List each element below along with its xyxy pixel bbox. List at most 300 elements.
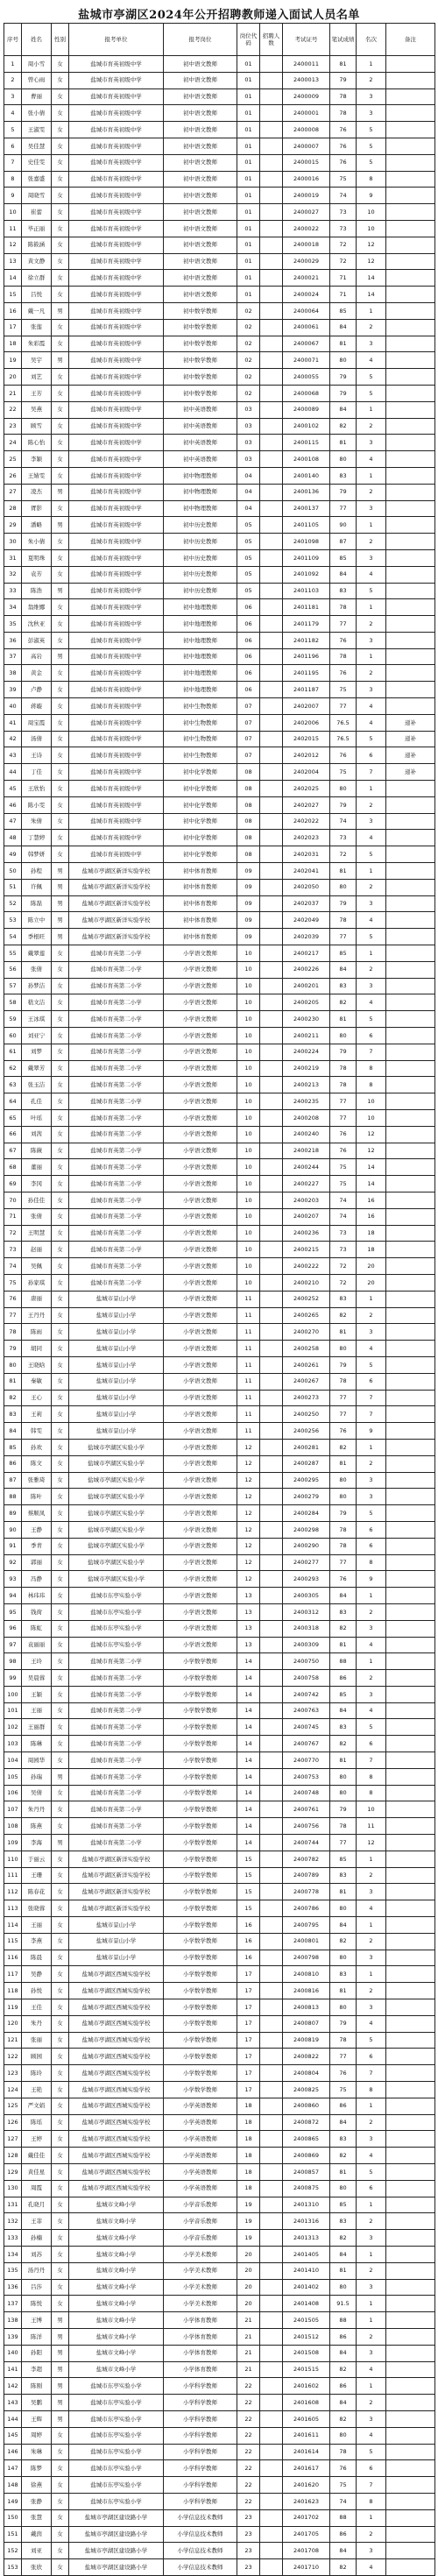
table-cell: 盐城市育英初级中学 bbox=[69, 484, 164, 500]
table-cell bbox=[260, 287, 283, 303]
table-cell: 盐城市育英初级中学 bbox=[69, 665, 164, 682]
table-cell: 2400748 bbox=[283, 1785, 330, 1801]
table-cell: 71 bbox=[4, 1208, 22, 1225]
table-cell: 22 bbox=[237, 2427, 260, 2444]
table-cell: 12 bbox=[357, 237, 386, 253]
table-cell: 4 bbox=[357, 352, 386, 369]
table-cell bbox=[260, 2015, 283, 2032]
table-cell bbox=[386, 484, 435, 500]
table-cell: 2401310 bbox=[283, 2197, 330, 2213]
table-cell: 81 bbox=[330, 863, 357, 880]
table-cell: 陈玲 bbox=[22, 2065, 52, 2082]
table-cell bbox=[386, 1571, 435, 1588]
table-cell: 81 bbox=[330, 2164, 357, 2181]
table-cell: 10 bbox=[237, 1077, 260, 1093]
table-cell: 女 bbox=[52, 385, 69, 401]
table-cell: 87 bbox=[4, 1472, 22, 1489]
table-cell: 汤倩 bbox=[22, 731, 52, 747]
table-cell: 3 bbox=[357, 1324, 386, 1341]
table-cell bbox=[260, 2049, 283, 2065]
table-cell: 初中英语教师 bbox=[164, 418, 237, 435]
table-cell: 80 bbox=[330, 2279, 357, 2296]
table-cell: 14 bbox=[237, 1818, 260, 1835]
table-cell: 4 bbox=[357, 2559, 386, 2576]
table-cell: 28 bbox=[4, 500, 22, 517]
table-cell: 女 bbox=[52, 1093, 69, 1110]
table-cell: 陈心怡 bbox=[22, 435, 52, 451]
table-cell: 7 bbox=[357, 1044, 386, 1060]
table-cell bbox=[260, 2065, 283, 2082]
table-cell: 12 bbox=[357, 1143, 386, 1159]
table-row bbox=[4, 517, 435, 534]
table-cell: 小学英语教师 bbox=[164, 2114, 237, 2131]
table-cell bbox=[386, 1983, 435, 1999]
table-cell: 女 bbox=[52, 1341, 69, 1357]
table-cell: 小学语文教师 bbox=[164, 1011, 237, 1028]
table-cell bbox=[260, 945, 283, 962]
table-cell: 盐城市育英初级中学 bbox=[69, 616, 164, 633]
table-cell: 03 bbox=[237, 401, 260, 418]
table-cell: 女 bbox=[52, 2509, 69, 2526]
table-cell: 84 bbox=[330, 961, 357, 978]
table-cell: 女 bbox=[52, 632, 69, 648]
table-cell: 81 bbox=[4, 1373, 22, 1390]
table-cell: 小学信息技术教师 bbox=[164, 2526, 237, 2543]
table-cell: 陈浩 bbox=[22, 583, 52, 599]
table-cell: 女 bbox=[52, 1225, 69, 1242]
table-row bbox=[4, 2543, 435, 2559]
table-cell: 80 bbox=[330, 1028, 357, 1044]
table-cell: 盐城市育英第二小学 bbox=[69, 1653, 164, 1670]
table-cell: 2402037 bbox=[283, 895, 330, 912]
table-cell bbox=[260, 2493, 283, 2509]
table-cell: 3 bbox=[357, 1620, 386, 1637]
table-cell: 79 bbox=[330, 1044, 357, 1060]
table-cell: 76.5 bbox=[330, 731, 357, 747]
table-cell: 77 bbox=[330, 1390, 357, 1406]
table-cell: 张小倩 bbox=[22, 105, 52, 122]
table-cell: 10 bbox=[237, 1060, 260, 1077]
table-cell: 18 bbox=[237, 2131, 260, 2148]
table-row bbox=[4, 2065, 435, 2082]
table-cell bbox=[260, 1291, 283, 1307]
table-cell: 05 bbox=[237, 549, 260, 566]
table-cell: 王丽 bbox=[22, 1917, 52, 1934]
table-cell: 153 bbox=[4, 2559, 22, 2576]
table-cell bbox=[386, 2148, 435, 2164]
table-cell bbox=[260, 534, 283, 550]
table-cell: 2401605 bbox=[283, 2410, 330, 2427]
table-cell: 2402041 bbox=[283, 863, 330, 880]
table-cell bbox=[260, 1060, 283, 1077]
table-cell: 小学数学教师 bbox=[164, 1966, 237, 1983]
table-row bbox=[4, 435, 435, 451]
table-cell: 孙楠 bbox=[22, 2230, 52, 2247]
table-cell bbox=[386, 2262, 435, 2279]
table-cell: 10 bbox=[357, 204, 386, 221]
table-cell bbox=[386, 1719, 435, 1736]
table-cell: 陈燕 bbox=[22, 1818, 52, 1835]
table-cell: 26 bbox=[4, 467, 22, 484]
table-cell: 76 bbox=[330, 2065, 357, 2082]
table-cell: 小学数学教师 bbox=[164, 1801, 237, 1818]
table-cell bbox=[260, 1884, 283, 1900]
table-cell bbox=[386, 2477, 435, 2494]
table-cell: 2400810 bbox=[283, 1966, 330, 1983]
table-cell: 女 bbox=[52, 237, 69, 253]
table-cell: 16 bbox=[357, 1208, 386, 1225]
table-cell: 01 bbox=[237, 188, 260, 204]
table-cell: 女 bbox=[52, 1176, 69, 1192]
table-cell: 3 bbox=[357, 1950, 386, 1966]
table-cell bbox=[386, 879, 435, 895]
table-cell: 盐城市景山小学 bbox=[69, 1341, 164, 1357]
table-cell: 14 bbox=[237, 1719, 260, 1736]
table-row bbox=[4, 1258, 435, 1275]
table-cell: 董丽 bbox=[22, 1159, 52, 1176]
table-cell: 初中化学教师 bbox=[164, 781, 237, 797]
table-cell: 5 bbox=[357, 1505, 386, 1522]
table-cell: 2 bbox=[357, 961, 386, 978]
table-cell: 小学语文教师 bbox=[164, 1489, 237, 1505]
table-cell: 7 bbox=[4, 154, 22, 171]
table-cell: 02 bbox=[237, 369, 260, 386]
table-cell: 盐城市文峰小学 bbox=[69, 2361, 164, 2378]
table-cell: 03 bbox=[237, 451, 260, 468]
table-cell bbox=[386, 1406, 435, 1423]
table-row bbox=[4, 1455, 435, 1472]
table-cell: 男 bbox=[52, 517, 69, 534]
table-cell: 2400068 bbox=[283, 385, 330, 401]
table-cell: 83 bbox=[4, 1406, 22, 1423]
table-cell: 16 bbox=[357, 1192, 386, 1208]
table-cell: 2400217 bbox=[283, 945, 330, 962]
table-cell: 小学数学教师 bbox=[164, 2049, 237, 2065]
table-cell: 151 bbox=[4, 2526, 22, 2543]
table-cell: 盐城市育英初级中学 bbox=[69, 632, 164, 648]
table-cell bbox=[386, 287, 435, 303]
table-cell: 小学体育教师 bbox=[164, 2312, 237, 2329]
table-cell bbox=[386, 336, 435, 352]
table-cell: 小学数学教师 bbox=[164, 1785, 237, 1801]
table-cell: 14 bbox=[357, 270, 386, 287]
table-cell bbox=[260, 1274, 283, 1291]
table-cell bbox=[386, 2328, 435, 2345]
table-cell: 2400745 bbox=[283, 1719, 330, 1736]
table-cell: 陈小雯 bbox=[22, 796, 52, 813]
table-row bbox=[4, 2230, 435, 2247]
table-cell: 小学数学教师 bbox=[164, 1736, 237, 1752]
table-cell: 6 bbox=[357, 747, 386, 764]
table-cell: 78 bbox=[330, 2032, 357, 2049]
table-cell: 9 bbox=[4, 188, 22, 204]
table-cell: 小学语文教师 bbox=[164, 1356, 237, 1373]
table-cell: 76 bbox=[330, 1571, 357, 1588]
table-cell: 女 bbox=[52, 1966, 69, 1983]
table-cell bbox=[260, 978, 283, 994]
table-cell: 2 bbox=[4, 72, 22, 88]
table-cell: 陈晨 bbox=[22, 1950, 52, 1966]
table-cell: 小学语文教师 bbox=[164, 1291, 237, 1307]
table-cell: 女 bbox=[52, 188, 69, 204]
table-cell: 盐城市景山小学 bbox=[69, 1373, 164, 1390]
table-cell bbox=[386, 2559, 435, 2576]
table-cell bbox=[260, 220, 283, 237]
table-cell: 1 bbox=[357, 401, 386, 418]
table-cell: 7 bbox=[357, 1390, 386, 1406]
table-cell: 小学音乐教师 bbox=[164, 2230, 237, 2247]
table-row bbox=[4, 1126, 435, 1143]
table-cell: 77 bbox=[330, 1835, 357, 1851]
table-cell bbox=[260, 253, 283, 270]
table-cell: 1 bbox=[357, 1851, 386, 1867]
table-cell bbox=[260, 1439, 283, 1455]
table-cell: 盐城市育英第二小学 bbox=[69, 1093, 164, 1110]
table-cell: 08 bbox=[237, 764, 260, 781]
table-cell: 76 bbox=[330, 632, 357, 648]
table-row bbox=[4, 122, 435, 138]
table-cell bbox=[386, 2246, 435, 2262]
table-cell bbox=[260, 2213, 283, 2230]
table-cell: 女 bbox=[52, 566, 69, 583]
table-cell: 盐城市亭湖区西城实验学校 bbox=[69, 2180, 164, 2197]
table-cell: 19 bbox=[237, 2197, 260, 2213]
table-cell bbox=[260, 2526, 283, 2543]
table-cell: 女 bbox=[52, 2148, 69, 2164]
table-row bbox=[4, 912, 435, 929]
table-cell: 114 bbox=[4, 1917, 22, 1934]
column-header: 姓名 bbox=[22, 24, 52, 56]
table-cell: 2 bbox=[357, 1670, 386, 1687]
table-cell: 张莲 bbox=[22, 319, 52, 336]
table-cell: 女 bbox=[52, 1719, 69, 1736]
table-cell: 2400298 bbox=[283, 1521, 330, 1538]
table-cell: 盐城市亭湖区新洋实验学校 bbox=[69, 1851, 164, 1867]
table-cell bbox=[386, 796, 435, 813]
table-row bbox=[4, 1719, 435, 1736]
table-cell: 78 bbox=[4, 1324, 22, 1341]
table-cell: 小学语文教师 bbox=[164, 1324, 237, 1341]
table-cell: 85 bbox=[330, 549, 357, 566]
table-cell: 陈叶 bbox=[22, 1489, 52, 1505]
table-cell: 小学信息技术教师 bbox=[164, 2559, 237, 2576]
table-cell: 8 bbox=[357, 1785, 386, 1801]
table-cell: 小学数学教师 bbox=[164, 1933, 237, 1950]
table-cell: 71 bbox=[330, 287, 357, 303]
table-row bbox=[4, 1554, 435, 1571]
table-cell: 初中语文教师 bbox=[164, 72, 237, 88]
table-cell: 女 bbox=[52, 2477, 69, 2494]
table-cell bbox=[386, 682, 435, 698]
table-cell: 女 bbox=[52, 1110, 69, 1127]
table-row bbox=[4, 1620, 435, 1637]
table-cell: 盐城市亭湖区建设路小学 bbox=[69, 2509, 164, 2526]
table-row bbox=[4, 961, 435, 978]
table-cell: 2400071 bbox=[283, 352, 330, 369]
table-cell: 盐城市文峰小学 bbox=[69, 2312, 164, 2329]
table-cell: 2400744 bbox=[283, 1835, 330, 1851]
table-cell: 女 bbox=[52, 1752, 69, 1769]
table-cell bbox=[386, 1242, 435, 1258]
table-cell bbox=[260, 154, 283, 171]
table-row bbox=[4, 2032, 435, 2049]
table-cell: 盐城市育英第二小学 bbox=[69, 1702, 164, 1719]
table-cell bbox=[386, 302, 435, 319]
table-cell: 小学体育教师 bbox=[164, 2345, 237, 2361]
table-cell: 77 bbox=[330, 1093, 357, 1110]
table-cell: 女 bbox=[52, 813, 69, 830]
table-cell: 毕正丽 bbox=[22, 220, 52, 237]
table-row bbox=[4, 1900, 435, 1917]
table-cell: 7 bbox=[357, 2477, 386, 2494]
table-row bbox=[4, 566, 435, 583]
table-cell: 小学英语教师 bbox=[164, 2164, 237, 2181]
table-cell: 初中语文教师 bbox=[164, 56, 237, 73]
table-cell: 79 bbox=[4, 1341, 22, 1357]
table-cell: 孙家琪 bbox=[22, 1274, 52, 1291]
table-cell bbox=[260, 2131, 283, 2148]
table-cell: 2400240 bbox=[283, 1126, 330, 1143]
table-cell: 盐城市育英初级中学 bbox=[69, 188, 164, 204]
table-cell: 女 bbox=[52, 1620, 69, 1637]
table-cell: 75 bbox=[330, 171, 357, 188]
table-cell: 62 bbox=[4, 1060, 22, 1077]
table-cell: 女 bbox=[52, 369, 69, 386]
table-row bbox=[4, 2410, 435, 2427]
table-row bbox=[4, 2015, 435, 2032]
table-cell: 15 bbox=[4, 287, 22, 303]
column-header: 报考岗位 bbox=[164, 24, 237, 56]
table-cell: 盐城市育英初级中学 bbox=[69, 138, 164, 154]
table-cell: 88 bbox=[330, 2312, 357, 2329]
table-cell: 女 bbox=[52, 1917, 69, 1934]
table-cell: 男 bbox=[52, 302, 69, 319]
table-cell bbox=[260, 813, 283, 830]
table-row bbox=[4, 2427, 435, 2444]
table-cell bbox=[386, 549, 435, 566]
table-cell: 04 bbox=[237, 484, 260, 500]
table-cell: 75 bbox=[330, 682, 357, 698]
table-cell: 盐城市文峰小学 bbox=[69, 2296, 164, 2312]
table-cell: 陈薇 bbox=[22, 1143, 52, 1159]
table-cell: 周婷 bbox=[22, 2427, 52, 2444]
table-cell: 小学语文教师 bbox=[164, 1274, 237, 1291]
table-cell bbox=[260, 1324, 283, 1341]
table-cell: 12 bbox=[237, 1489, 260, 1505]
table-cell bbox=[386, 1686, 435, 1702]
table-cell: 女 bbox=[52, 698, 69, 715]
table-cell: 2400222 bbox=[283, 1258, 330, 1275]
table-row bbox=[4, 1159, 435, 1176]
table-cell: 小学语文教师 bbox=[164, 1176, 237, 1192]
table-cell: 盐城市文峰小学 bbox=[69, 2345, 164, 2361]
table-cell: 116 bbox=[4, 1950, 22, 1966]
table-cell: 77 bbox=[330, 698, 357, 715]
table-cell: 初中英语教师 bbox=[164, 451, 237, 468]
table-cell: 82 bbox=[330, 418, 357, 435]
table-cell bbox=[260, 418, 283, 435]
table-cell bbox=[260, 879, 283, 895]
table-cell bbox=[260, 237, 283, 253]
table-cell bbox=[386, 1505, 435, 1522]
table-cell: 2400018 bbox=[283, 237, 330, 253]
table-cell: 初中语文教师 bbox=[164, 204, 237, 221]
table-cell: 1 bbox=[357, 2312, 386, 2329]
table-cell: 84 bbox=[330, 2345, 357, 2361]
table-cell: 王晓晗 bbox=[22, 1356, 52, 1373]
table-cell: 2 bbox=[357, 1603, 386, 1620]
table-cell: 46 bbox=[4, 796, 22, 813]
table-cell: 17 bbox=[237, 1966, 260, 1983]
table-cell: 01 bbox=[237, 237, 260, 253]
table-cell bbox=[386, 56, 435, 73]
table-cell: 王菲 bbox=[22, 2213, 52, 2230]
table-cell: 143 bbox=[4, 2395, 22, 2411]
table-cell: 女 bbox=[52, 945, 69, 962]
table-cell: 2401410 bbox=[283, 2262, 330, 2279]
table-cell: 翁维娜 bbox=[22, 599, 52, 616]
table-cell: 6 bbox=[357, 2049, 386, 2065]
table-row bbox=[4, 2361, 435, 2378]
table-cell: 小学数学教师 bbox=[164, 1702, 237, 1719]
table-cell bbox=[386, 616, 435, 633]
table-cell: 女 bbox=[52, 2131, 69, 2148]
table-cell: 小学语文教师 bbox=[164, 1126, 237, 1143]
table-cell: 4 bbox=[357, 2015, 386, 2032]
table-cell bbox=[386, 270, 435, 287]
table-cell: 32 bbox=[4, 566, 22, 583]
table-row bbox=[4, 1785, 435, 1801]
table-cell: 85 bbox=[330, 2197, 357, 2213]
table-row bbox=[4, 467, 435, 484]
table-row bbox=[4, 1884, 435, 1900]
table-cell: 顾园 bbox=[22, 2049, 52, 2065]
table-cell: 20 bbox=[4, 369, 22, 386]
table-cell: 小学语文教师 bbox=[164, 1028, 237, 1044]
table-cell: 袁丽丽 bbox=[22, 1637, 52, 1653]
table-cell: 王丹丹 bbox=[22, 1307, 52, 1324]
table-cell: 66 bbox=[4, 1126, 22, 1143]
table-cell: 23 bbox=[237, 2509, 260, 2526]
table-cell: 王莉 bbox=[22, 1406, 52, 1423]
table-cell: 77 bbox=[330, 1406, 357, 1423]
table-cell: 86 bbox=[330, 1670, 357, 1687]
table-cell: 2 bbox=[357, 72, 386, 88]
table-cell: 女 bbox=[52, 88, 69, 105]
table-cell: 小学英语教师 bbox=[164, 2098, 237, 2114]
column-header: 考试证号 bbox=[283, 24, 330, 56]
table-cell: 2400015 bbox=[283, 154, 330, 171]
table-row bbox=[4, 1917, 435, 1934]
table-cell bbox=[260, 1736, 283, 1752]
table-cell: 小学语文教师 bbox=[164, 1307, 237, 1324]
table-cell bbox=[260, 1867, 283, 1884]
table-cell: 顾雪 bbox=[22, 418, 52, 435]
table-cell: 2400819 bbox=[283, 2032, 330, 2049]
table-cell: 盐城市育英初级中学 bbox=[69, 698, 164, 715]
table-cell: 81 bbox=[330, 1752, 357, 1769]
table-cell: 17 bbox=[237, 2082, 260, 2098]
table-cell: 盐城市亭湖区西城实验学校 bbox=[69, 1966, 164, 1983]
table-cell: 盐城市亭湖区建设路小学 bbox=[69, 2543, 164, 2559]
table-cell bbox=[386, 830, 435, 846]
table-cell: 1 bbox=[357, 1653, 386, 1670]
table-cell: 74 bbox=[330, 813, 357, 830]
table-cell: 女 bbox=[52, 122, 69, 138]
table-cell: 79 bbox=[330, 385, 357, 401]
table-row bbox=[4, 1867, 435, 1884]
table-cell: 12 bbox=[357, 1126, 386, 1143]
